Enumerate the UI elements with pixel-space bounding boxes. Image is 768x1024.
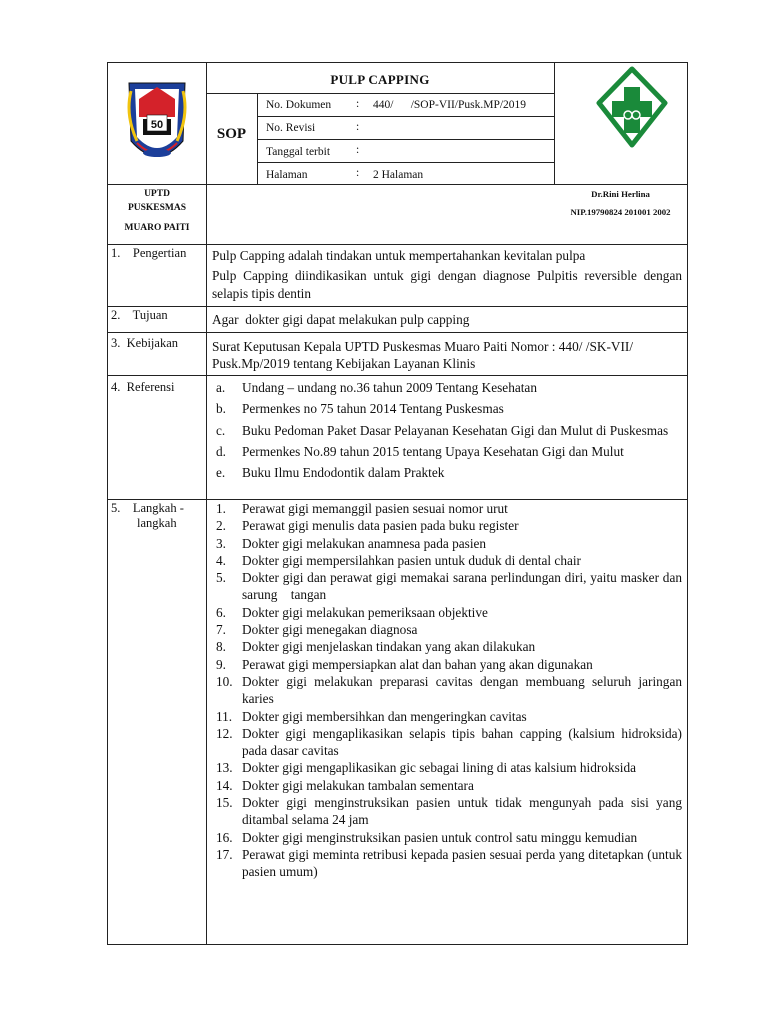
- sop-label: SOP: [216, 126, 247, 142]
- section-label-langkah: [111, 501, 184, 531]
- meta-label-tanggal-terbit: Tanggal terbit: [266, 146, 331, 158]
- divider: [108, 375, 687, 376]
- meta-colon: :: [356, 167, 360, 179]
- list-marker: 5.: [216, 570, 226, 586]
- list-item: [212, 708, 682, 725]
- puskesmas-logo: [123, 71, 191, 171]
- reference-list: [212, 379, 682, 485]
- section-label-referensi: 4. Referensi: [111, 380, 175, 394]
- step-text: Perawat gigi memanggil pasien sesuai nomor urut: [242, 501, 508, 516]
- divider: [108, 184, 687, 185]
- meta-label-no-revisi: No. Revisi: [266, 122, 316, 134]
- signer-block: [554, 187, 687, 219]
- list-item: [212, 794, 682, 829]
- list-item: [212, 569, 686, 604]
- divider: [206, 63, 207, 944]
- section-label-pengertian: 1. Pengertian: [111, 246, 187, 260]
- list-item: [212, 777, 682, 794]
- org-name: [108, 187, 206, 235]
- step-text: Dokter gigi melakukan pemeriksaan objektive: [242, 604, 488, 620]
- section-label-tujuan: 2. Tujuan: [111, 308, 168, 322]
- list-item: [212, 379, 682, 396]
- reference-text: Permenkes No.89 tahun 2015 tentang Upaya Kesehatan Gigi dan Mulut: [242, 443, 624, 459]
- divider: [108, 244, 687, 245]
- list-marker: 13.: [216, 760, 233, 776]
- langkah-label-line: 5. Langkah -: [111, 501, 184, 515]
- list-item: [212, 725, 682, 760]
- list-item: [212, 829, 682, 846]
- list-marker: 6.: [216, 604, 226, 620]
- meta-colon: :: [356, 98, 360, 110]
- meta-colon: :: [356, 144, 360, 156]
- meta-value-no-dokumen: 440/ /SOP-VII/Pusk.MP/2019: [373, 99, 527, 111]
- step-text: Dokter gigi menegakan diagnosa: [242, 622, 418, 638]
- emblem-number: 50: [150, 119, 164, 131]
- divider: [206, 93, 554, 94]
- regional-emblem-icon: [123, 71, 191, 171]
- list-marker: 8.: [216, 639, 226, 655]
- list-marker: 12.: [216, 725, 233, 741]
- pengertian-line: Pulp Capping diindikasikan untuk gigi dengan diagnose Pulpitis reversible dengan selapis tipis dentin: [212, 268, 682, 301]
- list-marker: 4.: [216, 552, 226, 568]
- section-content-kebijakan: Surat Keputusan Kepala UPTD Puskesmas Muaro Paiti Nomor : 440/ /SK-VII/ Pusk.Mp/2019 tentang Kebijakan Layanan Klinis: [212, 339, 634, 372]
- step-text: Dokter gigi mengaplikasikan gic sebagai lining di atas kalsium hidroksida: [242, 760, 637, 776]
- langkah-label-line: langkah: [137, 516, 177, 530]
- reference-text: Buku Pedoman Paket Dasar Pelayanan Kesehatan Gigi dan Mulut di Puskesmas: [242, 422, 669, 438]
- list-item: [212, 517, 682, 534]
- list-item: [212, 443, 682, 460]
- org-line-uptd: UPTD: [144, 189, 170, 199]
- org-line-puskesmas: PUSKESMAS: [127, 203, 187, 213]
- divider: [108, 306, 687, 307]
- signer-nip: NIP.19790824 201001 2002: [570, 207, 671, 217]
- step-text: Dokter gigi membersihkan dan mengeringkan cavitas: [242, 708, 527, 724]
- divider: [554, 63, 555, 184]
- health-logo: [593, 65, 671, 149]
- meta-label-no-dokumen: No. Dokumen: [266, 99, 332, 111]
- list-item: [212, 759, 682, 776]
- signer-name: Dr.Rini Herlina: [591, 189, 650, 199]
- reference-text: Undang – undang no.36 tahun 2009 Tentang Kesehatan: [242, 380, 537, 395]
- list-item: [212, 535, 682, 552]
- list-item: [212, 552, 682, 569]
- reference-text: Permenkes no 75 tahun 2014 Tentang Puskesmas: [242, 401, 504, 417]
- list-item: [212, 656, 682, 673]
- meta-label-halaman: Halaman: [266, 169, 308, 181]
- pengertian-line: Pulp Capping adalah tindakan untuk mempertahankan kevitalan pulpa: [212, 248, 586, 263]
- list-item: [212, 464, 682, 481]
- list-marker: a.: [216, 380, 226, 395]
- step-list: [212, 500, 686, 881]
- section-content-pengertian: [212, 247, 682, 302]
- list-marker: c.: [216, 422, 226, 438]
- list-item: [212, 638, 682, 655]
- step-text: Perawat gigi meminta retribusi kepada pasien sesuai perda yang ditetapkan (untuk pasien umum): [242, 846, 682, 880]
- reference-text: Buku Ilmu Endodontik dalam Praktek: [242, 465, 445, 481]
- step-text: Perawat gigi menulis data pasien pada buku register: [242, 518, 519, 534]
- meta-colon: :: [356, 121, 360, 133]
- org-line-location: MUARO PAITI: [124, 223, 190, 233]
- step-text: Dokter gigi menginstruksikan pasien untuk control satu minggu kemudian: [242, 829, 638, 845]
- list-marker: 3.: [216, 535, 226, 551]
- list-marker: d.: [216, 443, 226, 459]
- list-item: [212, 673, 682, 708]
- green-cross-icon: [593, 65, 671, 149]
- list-item: [212, 604, 682, 621]
- list-marker: 9.: [216, 656, 226, 672]
- step-text: Dokter gigi melakukan tambalan sementara: [242, 777, 474, 793]
- step-text: Dokter gigi mempersilahkan pasien untuk duduk di dental chair: [242, 552, 581, 568]
- list-marker: 11.: [216, 708, 233, 724]
- list-marker: 1.: [216, 501, 226, 516]
- list-marker: 7.: [216, 622, 226, 638]
- divider: [257, 139, 554, 140]
- list-marker: b.: [216, 401, 226, 417]
- step-text: Dokter gigi menjelaskan tindakan yang akan dilakukan: [242, 639, 536, 655]
- step-text: Dokter gigi melakukan preparasi cavitas dengan membuang seluruh jaringan karies: [242, 673, 682, 707]
- list-item: [212, 422, 682, 439]
- step-text: Dokter gigi menginstruksikan pasien untuk tidak mengunyah pada sisi yang ditambal selama 24 jam: [242, 795, 682, 828]
- section-label-kebijakan: 3. Kebijakan: [111, 336, 178, 350]
- step-text: Dokter gigi dan perawat gigi memakai sarana perlindungan diri, yaitu masker dan sarung tangan: [242, 570, 686, 603]
- step-text: Perawat gigi mempersiapkan alat dan bahan yang akan digunakan: [242, 656, 593, 672]
- step-text: Dokter gigi mengaplikasikan selapis tipis bahan capping (kalsium hidroksida) pada dasar cavitas: [242, 725, 682, 759]
- divider: [257, 116, 554, 117]
- meta-value-halaman: 2 Halaman: [373, 169, 424, 181]
- list-marker: 15.: [216, 795, 233, 811]
- list-marker: e.: [216, 465, 226, 481]
- list-item: [212, 621, 682, 638]
- list-marker: 14.: [216, 777, 233, 793]
- list-item: [212, 846, 682, 881]
- list-item: [212, 400, 682, 417]
- list-marker: 16.: [216, 829, 233, 845]
- list-marker: 17.: [216, 846, 233, 862]
- list-marker: 10.: [216, 673, 233, 689]
- document-title: PULP CAPPING: [330, 72, 430, 87]
- sop-document: [107, 62, 688, 945]
- divider: [257, 162, 554, 163]
- section-content-tujuan: Agar dokter gigi dapat melakukan pulp capping: [212, 312, 470, 327]
- divider: [108, 332, 687, 333]
- list-item: [212, 500, 682, 517]
- list-marker: 2.: [216, 518, 226, 534]
- step-text: Dokter gigi melakukan anamnesa pada pasien: [242, 535, 487, 551]
